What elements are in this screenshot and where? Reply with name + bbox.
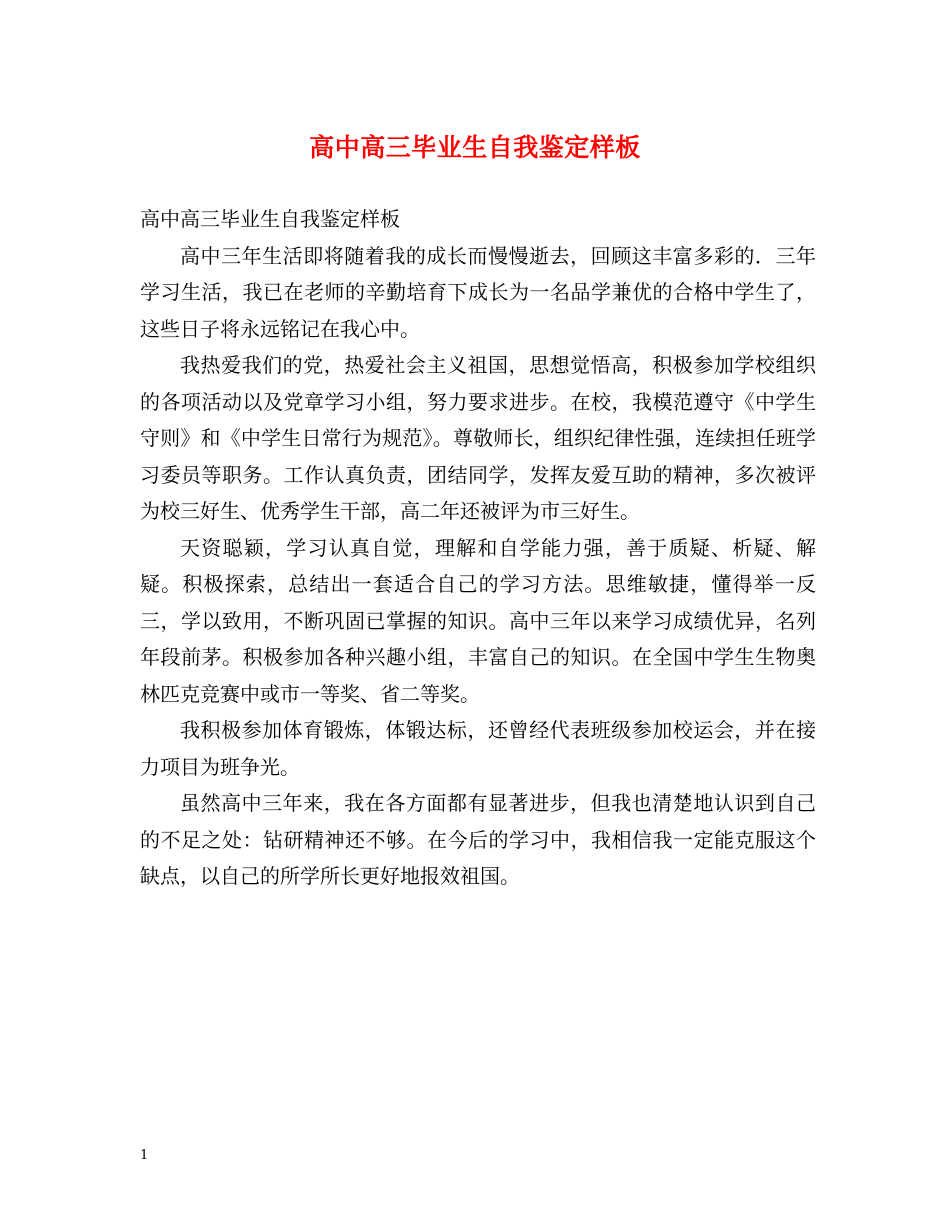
paragraph-5: 虽然高中三年来，我在各方面都有显著进步，但我也清楚地认识到自己的不足之处：钻研精神还不够。在今后的学习中，我相信我一定能克服这个缺点，以自己的所学所长更好地报效祖国。 [140,791,816,888]
page-number: 1 [140,1148,149,1163]
document-subtitle: 高中高三毕业生自我鉴定样板 [140,207,400,231]
paragraph-1: 高中三年生活即将随着我的成长而慢慢逝去，回顾这丰富多彩的．三年学习生活，我已在老师的辛勤培育下成长为一名品学兼优的合格中学生了，这些日子将永远铭记在我心中。 [140,243,816,341]
paragraph-2: 我热爱我们的党，热爱社会主义祖国，思想觉悟高，积极参加学校组织的各项活动以及党章学习小组，努力要求进步。在校，我模范遵守《中学生守则》和《中学生日常行为规范》。尊敬师长，组织纪律性强，连续担任班学习委员等职务。工作认真负责，团结同学，发挥友爱互助的精神，多次被评为校三好生、优秀学生干部，高二年还被评为市三好生。 [140,353,816,523]
paragraph-3: 天资聪颖，学习认真自觉，理解和自学能力强，善于质疑、析疑、解疑。积极探索，总结出一套适合自己的学习方法。思维敏捷，懂得举一反三，学以致用，不断巩固已掌握的知识。高中三年以来学习成绩优异，名列年段前茅。积极参加各种兴趣小组，丰富自己的知识。在全国中学生生物奥林匹克竞赛中或市一等奖、省二等奖。 [140,535,816,706]
document-body [140,201,816,895]
document-title: 高中高三毕业生自我鉴定样板 [309,133,641,162]
paragraph-4: 我积极参加体育锻炼，体锻达标，还曾经代表班级参加校运会，并在接力项目为班争光。 [140,718,816,779]
